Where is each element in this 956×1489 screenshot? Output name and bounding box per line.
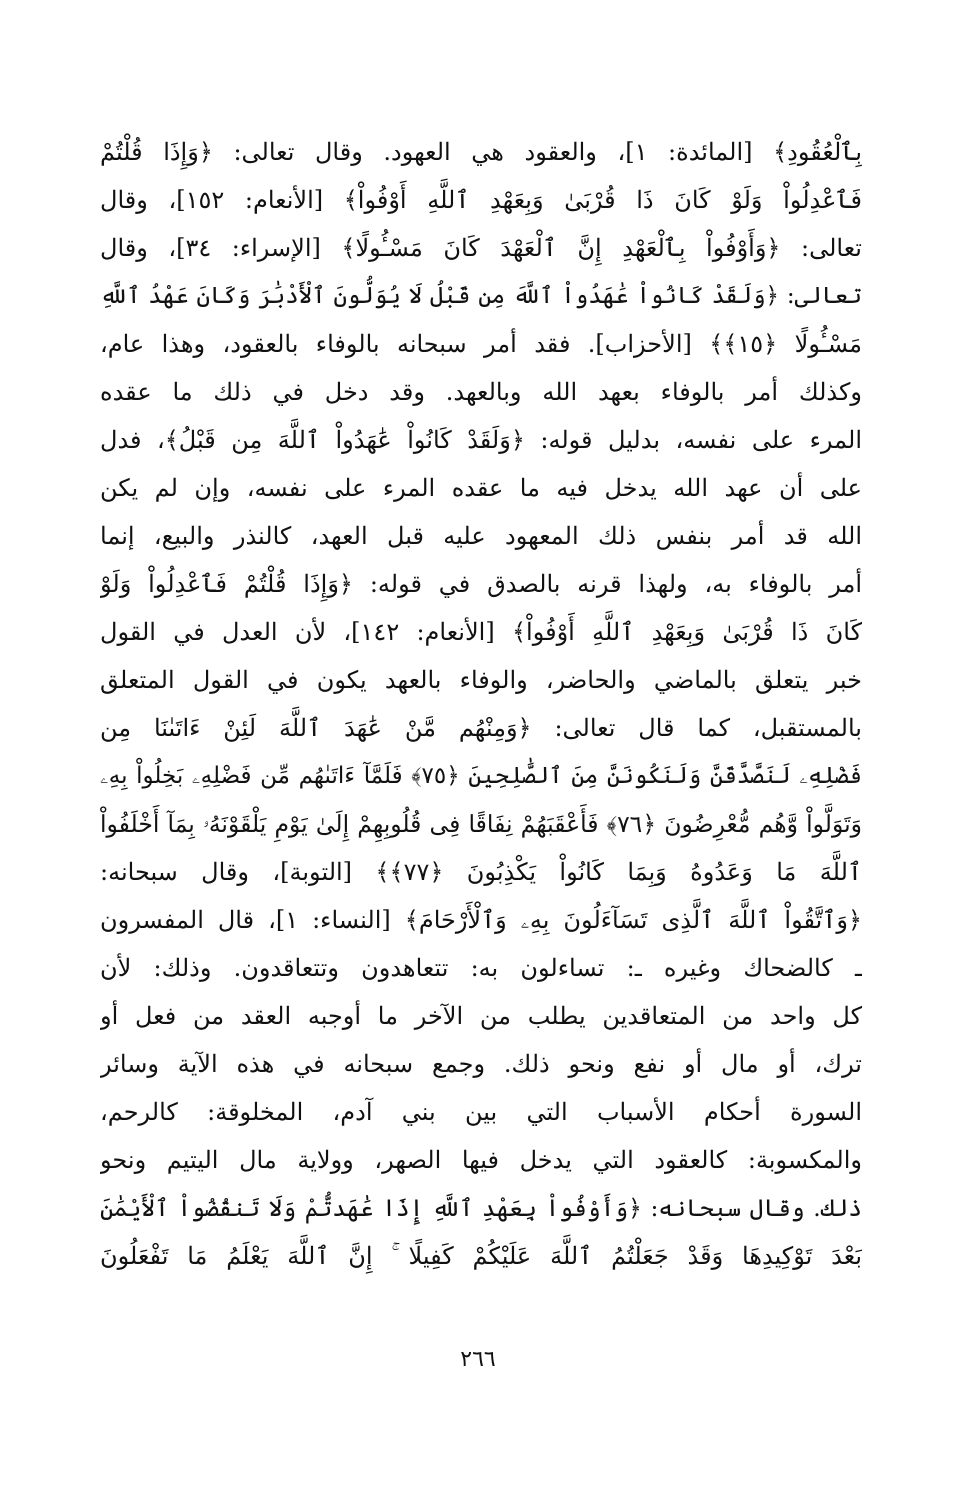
text-line: ذلك. وقال سبحانه: ﴿وَأَوْفُواْ بِعَهْدِ ٱللَّهِ إِذَا عَٰهَدتُّمْ وَلَا تَنقُضُواْ ٱلْأَيْمَٰنَ [100,1194,862,1222]
text-line: والمكسوبة: كالعقود التي يدخل فيها الصهر، وولاية مال اليتيم ونحو [100,1146,862,1174]
text-line: بَعْدَ تَوْكِيدِهَا وَقَدْ جَعَلْتُمُ ٱللَّهَ عَلَيْكُمْ كَفِيلًا ۚ إِنَّ ٱللَّهَ يَعْلَمُ مَا تَفْعَلُونَ [100,1242,862,1270]
text-line: ـ كالضحاك وغيره ـ: تساءلون به: تتعاهدون وتتعاقدون. وذلك: لأن [100,954,862,982]
text-line: وكذلك أمر بالوفاء بعهد الله وبالعهد. وقد دخل في ذلك ما عقده [100,378,862,406]
text-line: الله قد أمر بنفس ذلك المعهود عليه قبل العهد، كالنذر والبيع، إنما [100,522,862,550]
page-body-text [100,128,862,1280]
text-line: خبر يتعلق بالماضي والحاضر، والوفاء بالعهد يكون في القول المتعلق [100,666,862,694]
text-line: على أن عهد الله يدخل فيه ما عقده المرء على نفسه، وإن لم يكن [100,474,862,502]
text-line: ٱللَّهَ مَا وَعَدُوهُ وَبِمَا كَانُواْ يَكْذِبُونَ ﴿٧٧﴾﴾ [التوبة]، وقال سبحانه: [100,858,862,886]
text-line: تعالى: ﴿وَلَقَدْ كَانُواْ عَٰهَدُواْ ٱللَّهَ مِن قَبْلُ لَا يُوَلُّونَ ٱلْأَدْبَٰرَ وَكَانَ عَهْدُ ٱللَّهِ [100,283,862,309]
text-line: أمر بالوفاء به، ولهذا قرنه بالصدق في قوله: ﴿وَإِذَا قُلْتُمْ فَٱعْدِلُواْ وَلَوْ [100,570,862,598]
text-line: فَٱعْدِلُواْ وَلَوْ كَانَ ذَا قُرْبَىٰ وَبِعَهْدِ ٱللَّهِ أَوْفُواْ﴾ [الأنعام: ١٥٢]، وقال [100,186,862,214]
text-line: بِٱلْعُقُودِ﴾ [المائدة: ١]، والعقود هي العهود. وقال تعالى: ﴿وَإِذَا قُلْتُمْ [100,138,862,166]
text-line: ﴿وَٱتَّقُواْ ٱللَّهَ ٱلَّذِى تَسَآءَلُونَ بِهِۦ وَٱلْأَرْحَامَ﴾ [النساء: ١]، قال المفسرون [100,906,862,934]
page-number: ٢٦٦ [460,1347,496,1372]
text-line: مَسْـُٔولًا ﴿١٥﴾﴾ [الأحزاب]. فقد أمر سبحانه بالوفاء بالعقود، وهذا عام، [100,330,862,358]
text-line: فَضْلِهِۦ لَنَصَّدَّقَنَّ وَلَنَكُونَنَّ مِنَ ٱلصَّٰلِحِينَ ﴿٧٥﴾ فَلَمَّآ ءَاتَىٰهُم مِّن فَضْلِهِۦ بَخِلُواْ بِهِۦ [100,763,862,789]
text-line: تعالى: ﴿وَأَوْفُواْ بِٱلْعَهْدِ إِنَّ ٱلْعَهْدَ كَانَ مَسْـُٔولًا﴾ [الإسراء: ٣٤]، وقال [100,234,862,262]
text-line: ترك، أو مال أو نفع ونحو ذلك. وجمع سبحانه في هذه الآية وسائر [100,1050,862,1078]
text-line: السورة أحكام الأسباب التي بين بني آدم، المخلوقة: كالرحم، [100,1098,862,1126]
text-line: وَتَوَلَّواْ وَّهُم مُّعْرِضُونَ ﴿٧٦﴾ فَأَعْقَبَهُمْ نِفَاقًا فِى قُلُوبِهِمْ إِلَىٰ يَوْمِ يَلْقَوْنَهُۥ بِمَآ أَخْلَفُواْ [100,810,862,838]
text-line: كَانَ ذَا قُرْبَىٰ وَبِعَهْدِ ٱللَّهِ أَوْفُواْ﴾ [الأنعام: ١٤٢]، لأن العدل في القول [100,618,862,646]
text-line: بالمستقبل، كما قال تعالى: ﴿وَمِنْهُم مَّنْ عَٰهَدَ ٱللَّهَ لَئِنْ ءَاتَىٰنَا مِن [100,714,862,742]
text-line: المرء على نفسه، بدليل قوله: ﴿وَلَقَدْ كَانُواْ عَٰهَدُواْ ٱللَّهَ مِن قَبْلُ﴾، فدل [100,426,862,454]
text-line: كل واحد من المتعاقدين يطلب من الآخر ما أوجبه العقد من فعل أو [100,1002,862,1030]
